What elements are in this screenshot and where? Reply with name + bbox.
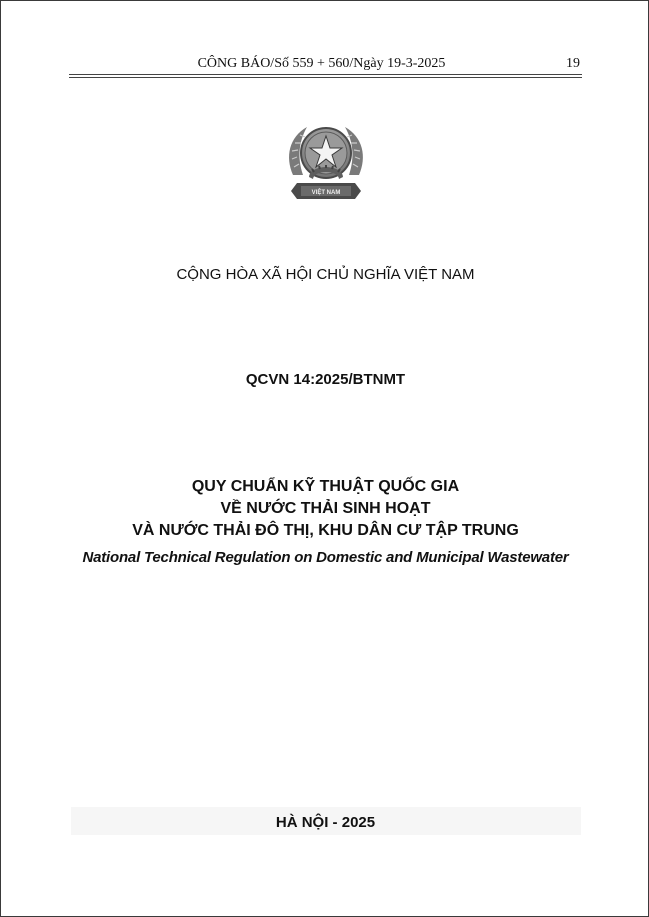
emblem-ribbon-text: VIỆT NAM: [311, 190, 341, 196]
title-english: National Technical Regulation on Domestic and Municipal Wastewater: [82, 549, 569, 566]
gazette-title: CÔNG BÁO/Số 559 + 560/Ngày 19-3-2025: [197, 56, 446, 71]
title-vi-line-1: QUY CHUẨN KỸ THUẬT QUỐC GIA: [191, 478, 460, 495]
header-rule-bottom: [69, 77, 582, 78]
header-rule-top: [69, 74, 582, 75]
national-emblem-icon: [279, 117, 373, 207]
country-name: CỘNG HÒA XÃ HỘI CHỦ NGHĨA VIỆT NAM: [176, 266, 475, 283]
place-year: HÀ NỘI - 2025: [275, 814, 376, 831]
title-vi-line-2: VỀ NƯỚC THẢI SINH HOẠT: [220, 500, 431, 517]
standard-code: QCVN 14:2025/BTNMT: [245, 371, 406, 388]
title-vi-line-3: VÀ NƯỚC THẢI ĐÔ THỊ, KHU DÂN CƯ TẬP TRUNG: [132, 522, 519, 539]
gazette-header: [69, 53, 582, 75]
page-number: 19: [566, 56, 580, 71]
